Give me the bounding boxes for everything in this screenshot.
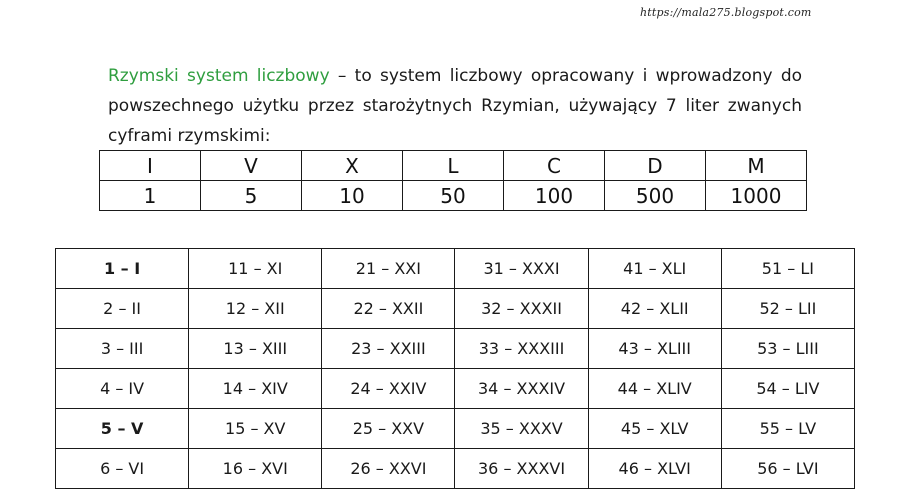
intro-text: – to system liczbowy opracowany i wprowadzony do powszechnego użytku przez starożytnych Rzymian, używający 7 liter zwanych cyframi rzymskimi:: [108, 66, 803, 146]
table-cell: 13 – XIII: [189, 329, 322, 369]
symbol-value: 5: [201, 181, 302, 211]
symbols-value-row: [100, 181, 807, 211]
table-cell: 11 – XI: [189, 249, 322, 289]
table-row: [56, 449, 855, 489]
symbol-letter: D: [605, 151, 706, 181]
table-cell: 35 – XXXV: [455, 409, 588, 449]
table-cell: 21 – XXI: [322, 249, 455, 289]
table-cell: 54 – LIV: [721, 369, 854, 409]
table-cell: 51 – LI: [721, 249, 854, 289]
symbol-letter: I: [100, 151, 201, 181]
table-cell: 32 – XXXII: [455, 289, 588, 329]
table-row: [56, 329, 855, 369]
table-cell: 33 – XXXIII: [455, 329, 588, 369]
intro-term: Rzymski system liczbowy: [108, 66, 330, 86]
table-row: [56, 409, 855, 449]
symbol-value: 100: [504, 181, 605, 211]
symbols-table: [99, 150, 807, 211]
table-row: [56, 249, 855, 289]
table-cell: 26 – XXVI: [322, 449, 455, 489]
table-cell: 14 – XIV: [189, 369, 322, 409]
numerals-table: [55, 248, 855, 489]
table-cell: 31 – XXXI: [455, 249, 588, 289]
table-cell: 15 – XV: [189, 409, 322, 449]
table-cell: 45 – XLV: [588, 409, 721, 449]
symbol-letter: L: [403, 151, 504, 181]
table-cell: 3 – III: [56, 329, 189, 369]
symbols-letter-row: [100, 151, 807, 181]
table-cell: 4 – IV: [56, 369, 189, 409]
table-cell: 43 – XLIII: [588, 329, 721, 369]
table-cell: 24 – XXIV: [322, 369, 455, 409]
symbol-value: 1000: [706, 181, 807, 211]
table-cell: 6 – VI: [56, 449, 189, 489]
table-cell: 25 – XXV: [322, 409, 455, 449]
symbol-value: 500: [605, 181, 706, 211]
table-cell: 56 – LVI: [721, 449, 854, 489]
table-row: [56, 369, 855, 409]
symbol-value: 50: [403, 181, 504, 211]
table-cell: 23 – XXIII: [322, 329, 455, 369]
table-cell: 41 – XLI: [588, 249, 721, 289]
table-cell: 16 – XVI: [189, 449, 322, 489]
table-cell: 55 – LV: [721, 409, 854, 449]
symbol-letter: M: [706, 151, 807, 181]
symbol-letter: V: [201, 151, 302, 181]
table-cell: 44 – XLIV: [588, 369, 721, 409]
table-cell: 46 – XLVI: [588, 449, 721, 489]
table-cell: 2 – II: [56, 289, 189, 329]
source-url: https://mala275.blogspot.com: [640, 6, 812, 19]
table-cell: 53 – LIII: [721, 329, 854, 369]
intro-paragraph: [108, 61, 802, 151]
symbol-letter: C: [504, 151, 605, 181]
symbol-value: 10: [302, 181, 403, 211]
table-row: [56, 289, 855, 329]
table-cell: 5 – V: [56, 409, 189, 449]
table-cell: 34 – XXXIV: [455, 369, 588, 409]
table-cell: 22 – XXII: [322, 289, 455, 329]
symbol-letter: X: [302, 151, 403, 181]
table-cell: 42 – XLII: [588, 289, 721, 329]
table-cell: 12 – XII: [189, 289, 322, 329]
table-cell: 1 – I: [56, 249, 189, 289]
table-cell: 52 – LII: [721, 289, 854, 329]
symbol-value: 1: [100, 181, 201, 211]
table-cell: 36 – XXXVI: [455, 449, 588, 489]
